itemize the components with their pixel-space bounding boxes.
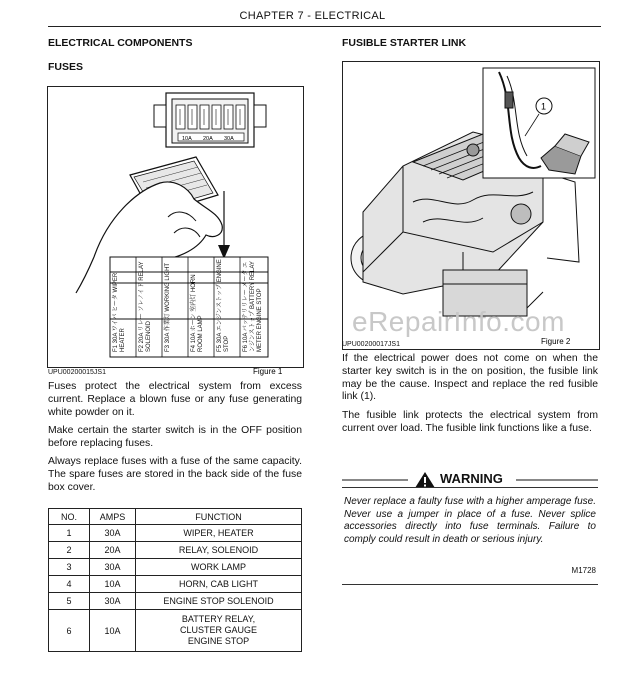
warning-title: WARNING [440, 471, 503, 486]
fuses-paragraph-3: Always replace fuses with a fuse of the same capacity. The spare fuses are stored in the back side of the fuse box cover. [48, 456, 302, 493]
legend-col-5: F5 30A エンジンストップ ENGINE STOP [217, 259, 230, 352]
warning-code: M1728 [571, 566, 596, 575]
cell-function: HORN, CAB LIGHT [136, 576, 302, 593]
table-row [49, 559, 302, 576]
table-row [49, 576, 302, 593]
legend-col-6: F6 10A バッテリリレー メータ エンジンストップ BATTERY RELAY METER ENGINE STOP [243, 261, 263, 352]
legend-col-2: F2 20A リレー ソレノイド RELAY SOLENOID [139, 261, 152, 352]
fusible-paragraph-2: The fusible link protects the electrical system from current over load. The fusible link functions like a fuse. [342, 410, 598, 434]
watermark-text: eRepairInfo.com [352, 306, 565, 337]
cell-no: 3 [49, 559, 90, 576]
cell-no: 4 [49, 576, 90, 593]
chapter-header: CHAPTER 7 - ELECTRICAL [239, 10, 386, 22]
header-rule [48, 26, 601, 27]
fuses-paragraph-2: Make certain the starter switch is in the OFF position before replacing fuses. [48, 425, 302, 449]
legend-columns [109, 256, 267, 356]
cell-function: WIPER, HEATER [136, 525, 302, 542]
cell-function: ENGINE STOP SOLENOID [136, 593, 302, 610]
legend-col-1: F1 30A ワイパ ヒータ WIPER HEATER [113, 272, 126, 352]
callout-number: 1 [541, 101, 547, 112]
section-title-electrical-components: ELECTRICAL COMPONENTS [48, 37, 193, 49]
spare-fuse-20a: 20A [203, 136, 213, 142]
section-title-fuses: FUSES [48, 61, 84, 73]
cell-amps: 30A [90, 559, 136, 576]
fuse-table [48, 508, 302, 652]
table-row [49, 542, 302, 559]
cell-no: 5 [49, 593, 90, 610]
cell-no: 6 [49, 610, 90, 652]
fuse-box-icon [154, 93, 266, 147]
spare-fuse-30a: 30A [224, 136, 234, 142]
fuse-table-header [49, 509, 302, 525]
figure-1-label: Figure 1 [253, 367, 283, 376]
cell-amps: 10A [90, 610, 136, 652]
fusible-link-inset [483, 68, 595, 178]
cell-amps: 30A [90, 593, 136, 610]
cell-no: 2 [49, 542, 90, 559]
legend-col-4: F4 10A ホーン 室内灯 HORN ROOM LAMP [191, 274, 204, 352]
figure-2-code: UPU00200017JS1 [342, 341, 400, 348]
cell-function: WORK LAMP [136, 559, 302, 576]
warning-box [342, 487, 598, 585]
col-header-amps: AMPS [90, 509, 136, 525]
fuses-paragraph-1: Fuses protect the electrical system from excess current. Replace a blown fuse or any fuse generating white powder on it. [48, 381, 302, 418]
col-header-function: FUNCTION [136, 509, 302, 525]
cell-amps: 30A [90, 525, 136, 542]
spare-fuse-10a: 10A [182, 136, 192, 142]
col-header-no: NO. [49, 509, 90, 525]
cell-amps: 10A [90, 576, 136, 593]
figure-2-label: Figure 2 [541, 337, 571, 346]
section-title-fusible-link: FUSIBLE STARTER LINK [342, 37, 467, 49]
figure-1-code: UPU00200015JS1 [48, 369, 106, 376]
cell-no: 1 [49, 525, 90, 542]
warning-text: Never replace a faulty fuse with a higher amperage fuse. Never use a jumper in place of a fuse. Never splice accessories directly into fuse terminals. Failure to comply could result in death or serious injury. [344, 496, 596, 545]
table-row [49, 593, 302, 610]
cell-amps: 20A [90, 542, 136, 559]
fusible-paragraph-1: If the electrical power does not come on when the starter key switch is in the on position, the fusible link may be the cause. Inspect and replace the red fusible link (1). [342, 353, 598, 403]
cell-function: RELAY, SOLENOID [136, 542, 302, 559]
table-row [49, 610, 302, 652]
table-row [49, 525, 302, 542]
cell-function: BATTERY RELAY, CLUSTER GAUGE ENGINE STOP [136, 610, 302, 652]
legend-col-3: F3 30A 作業灯 WORKING LIGHT [165, 262, 171, 352]
